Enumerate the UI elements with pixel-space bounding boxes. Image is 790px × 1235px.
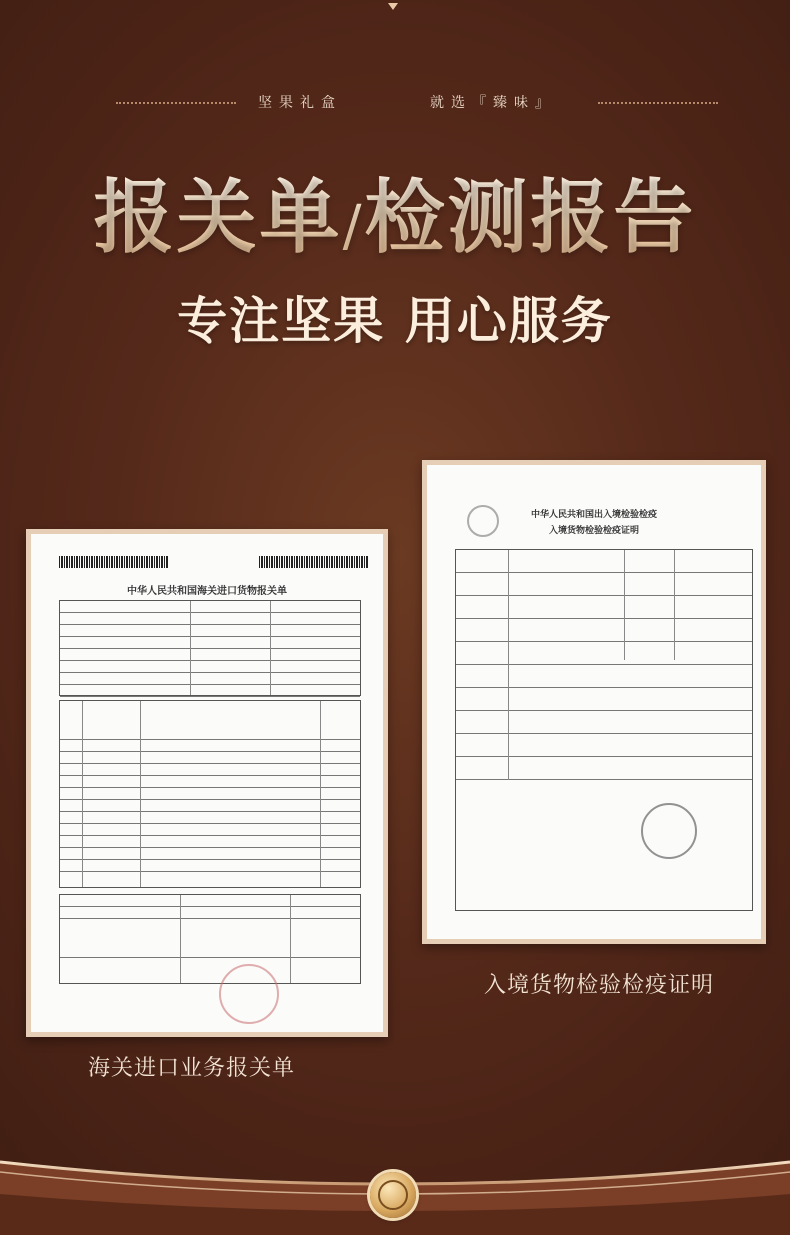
page-title — [0, 168, 790, 277]
customs-caption: 海关进口业务报关单 — [88, 1056, 296, 1081]
title-separator: / — [342, 194, 365, 259]
customs-goods-grid — [59, 700, 361, 888]
tagline — [0, 92, 790, 114]
inspection-header-line2: 入境货物检验检疫证明 — [548, 526, 639, 536]
inspection-document — [427, 465, 761, 939]
official-seal — [641, 803, 697, 859]
customs-doc-header: 中华人民共和国海关进口货物报关单 — [127, 586, 287, 597]
customs-declaration-image — [26, 529, 388, 1037]
customs-header-grid — [59, 600, 361, 696]
tagline-left: 坚果礼盒 — [258, 95, 342, 111]
inspection-grid — [455, 549, 753, 911]
customs-footer-grid — [59, 894, 361, 984]
barcode-icon — [259, 556, 369, 568]
brand-seal-icon — [370, 1172, 416, 1218]
triangle-down-icon — [388, 3, 398, 10]
inspection-certificate-image — [422, 460, 766, 944]
dotted-divider-left — [116, 102, 236, 104]
customs-document — [31, 534, 383, 1032]
barcode-icon — [59, 556, 169, 568]
page-subtitle: 专注坚果 用心服务 — [177, 292, 613, 350]
inspection-header-line1: 中华人民共和国出入境检验检疫 — [530, 510, 657, 520]
title-part-report: 检测报告 — [364, 171, 697, 264]
title-part-customs: 报关单 — [93, 171, 343, 264]
red-stamp — [219, 964, 279, 1024]
dotted-divider-right — [598, 102, 718, 104]
tagline-right: 就选『臻味』 — [430, 95, 556, 111]
inspection-caption: 入境货物检验检疫证明 — [484, 973, 715, 998]
